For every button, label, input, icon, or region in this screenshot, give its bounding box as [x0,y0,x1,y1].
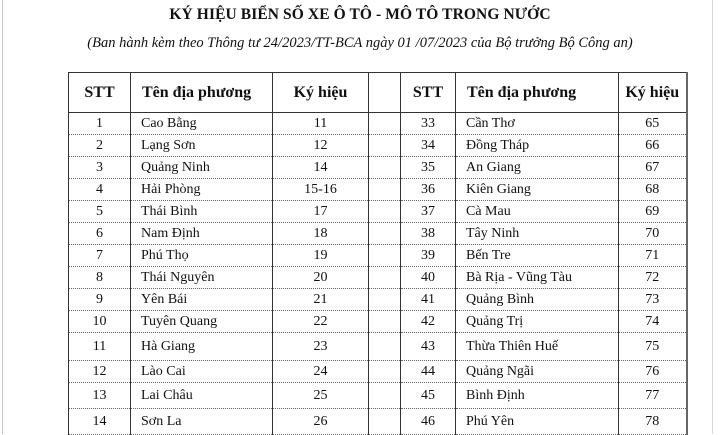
cell-name: Tuyên Quang [131,311,273,333]
table-row [69,201,687,223]
cell-gap [369,157,401,179]
header-stt: STT [69,73,131,113]
cell-stt: 11 [69,333,131,361]
cell-name-2: Quảng Bình [456,289,619,311]
cell-gap [369,223,401,245]
header-code: Ký hiệu [273,73,369,113]
table-row [69,409,687,435]
cell-name-2: Bình Định [456,383,619,409]
cell-code: 23 [273,333,369,361]
cell-gap [369,361,401,383]
table-row [69,223,687,245]
cell-stt-2: 38 [401,223,456,245]
cell-name: Quảng Ninh [131,157,273,179]
cell-gap [369,289,401,311]
cell-code: 19 [273,245,369,267]
cell-gap [369,135,401,157]
cell-gap [369,333,401,361]
cell-code-2: 73 [619,289,687,311]
cell-stt-2: 35 [401,157,456,179]
cell-stt: 7 [69,245,131,267]
cell-name: Lai Châu [131,383,273,409]
table-row [69,311,687,333]
cell-stt: 6 [69,223,131,245]
cell-stt-2: 34 [401,135,456,157]
cell-stt: 8 [69,267,131,289]
cell-stt: 9 [69,289,131,311]
cell-stt-2: 33 [401,113,456,135]
cell-name-2: Thừa Thiên Huế [456,333,619,361]
cell-name: Thái Nguyên [131,267,273,289]
cell-code-2: 78 [619,409,687,435]
cell-stt: 14 [69,409,131,435]
table-row [69,383,687,409]
table-header-row [69,73,687,113]
document-title: KÝ HIỆU BIỂN SỐ XE Ô TÔ - MÔ TÔ TRONG NƯỚC [169,6,551,23]
cell-code-2: 68 [619,179,687,201]
cell-code: 12 [273,135,369,157]
cell-code: 25 [273,383,369,409]
cell-stt-2: 37 [401,201,456,223]
header-stt-2: STT [401,73,456,113]
cell-gap [369,113,401,135]
cell-name-2: Phú Yên [456,409,619,435]
cell-code-2: 72 [619,267,687,289]
table-row [69,333,687,361]
cell-gap [369,245,401,267]
cell-code: 24 [273,361,369,383]
cell-code-2: 65 [619,113,687,135]
cell-stt-2: 42 [401,311,456,333]
cell-stt-2: 36 [401,179,456,201]
cell-code: 11 [273,113,369,135]
cell-gap [369,383,401,409]
cell-name: Cao Bằng [131,113,273,135]
cell-name: Lạng Sơn [131,135,273,157]
table-row [69,157,687,179]
cell-name: Lào Cai [131,361,273,383]
header-code-2: Ký hiệu [619,73,687,113]
cell-stt-2: 43 [401,333,456,361]
cell-name: Hải Phòng [131,179,273,201]
table-row [69,289,687,311]
cell-stt: 13 [69,383,131,409]
document-subtitle: (Ban hành kèm theo Thông tư 24/2023/TT-BCA ngày 01 /07/2023 của Bộ trưởng Bộ Công an) [87,35,633,51]
cell-name: Sơn La [131,409,273,435]
header-name-2: Tên địa phương [456,73,619,113]
header-gap [369,73,401,113]
page-edge-right [712,0,713,434]
cell-stt-2: 40 [401,267,456,289]
cell-name-2: Cà Mau [456,201,619,223]
cell-name-2: An Giang [456,157,619,179]
cell-gap [369,267,401,289]
cell-name-2: Bến Tre [456,245,619,267]
cell-name-2: Quảng Trị [456,311,619,333]
cell-name: Nam Định [131,223,273,245]
cell-stt-2: 46 [401,409,456,435]
table-body [69,113,687,435]
cell-name-2: Cần Thơ [456,113,619,135]
cell-code: 18 [273,223,369,245]
cell-stt: 4 [69,179,131,201]
cell-stt: 5 [69,201,131,223]
cell-code: 22 [273,311,369,333]
cell-code-2: 76 [619,361,687,383]
cell-stt: 10 [69,311,131,333]
cell-code-2: 71 [619,245,687,267]
table-row [69,113,687,135]
table-row [69,179,687,201]
cell-code: 21 [273,289,369,311]
cell-code-2: 74 [619,311,687,333]
cell-gap [369,409,401,435]
cell-name-2: Quảng Ngãi [456,361,619,383]
table-row [69,267,687,289]
cell-stt-2: 39 [401,245,456,267]
cell-name: Thái Bình [131,201,273,223]
cell-gap [369,311,401,333]
cell-name-2: Tây Ninh [456,223,619,245]
cell-stt-2: 45 [401,383,456,409]
cell-stt: 12 [69,361,131,383]
cell-code: 26 [273,409,369,435]
header-name: Tên địa phương [131,73,273,113]
cell-stt: 3 [69,157,131,179]
cell-code: 14 [273,157,369,179]
cell-stt-2: 41 [401,289,456,311]
table-row [69,245,687,267]
cell-code-2: 70 [619,223,687,245]
page-edge-left [2,0,3,434]
cell-name-2: Kiên Giang [456,179,619,201]
cell-stt: 2 [69,135,131,157]
cell-gap [369,179,401,201]
cell-code-2: 66 [619,135,687,157]
table-row [69,361,687,383]
cell-code-2: 69 [619,201,687,223]
cell-name-2: Bà Rịa - Vũng Tàu [456,267,619,289]
cell-code: 15-16 [273,179,369,201]
cell-name: Phú Thọ [131,245,273,267]
cell-stt-2: 44 [401,361,456,383]
cell-code-2: 75 [619,333,687,361]
cell-code: 17 [273,201,369,223]
cell-code-2: 77 [619,383,687,409]
cell-code: 20 [273,267,369,289]
cell-code-2: 67 [619,157,687,179]
license-plate-table [68,72,688,435]
cell-name: Hà Giang [131,333,273,361]
cell-stt: 1 [69,113,131,135]
cell-gap [369,201,401,223]
cell-name-2: Đồng Tháp [456,135,619,157]
cell-name: Yên Bái [131,289,273,311]
table-row [69,135,687,157]
